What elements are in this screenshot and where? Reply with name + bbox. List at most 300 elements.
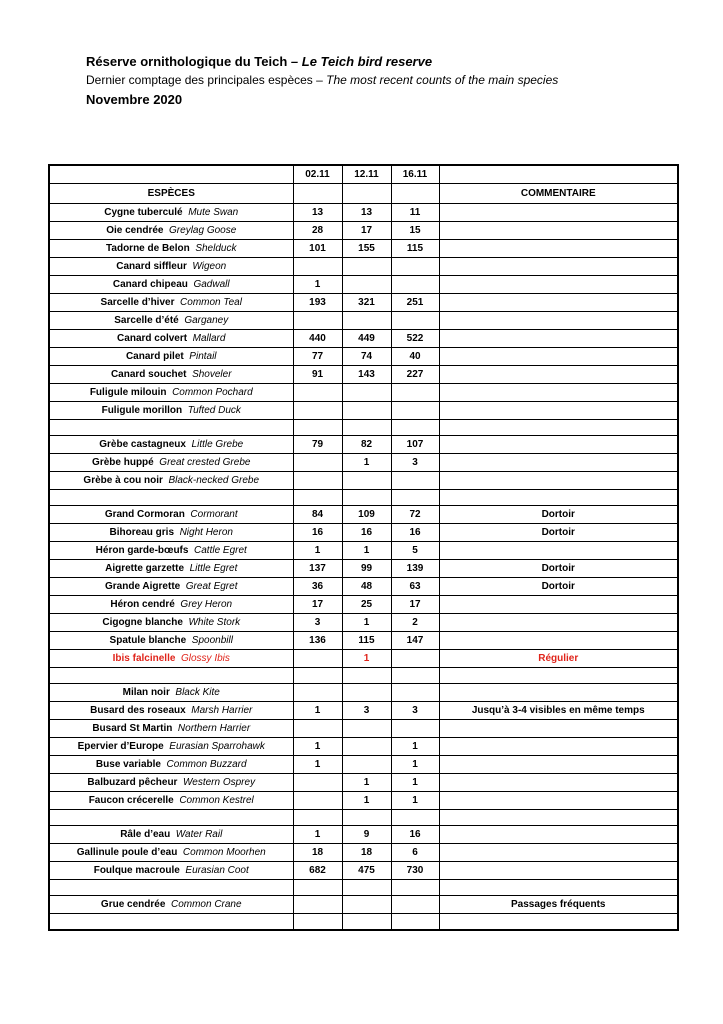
count-cell xyxy=(342,472,391,490)
species-name-french: Aigrette garzette xyxy=(105,563,185,574)
species-name-french: Foulque macroule xyxy=(93,865,180,876)
count-cell: 107 xyxy=(391,436,439,454)
count-cell: 1 xyxy=(391,774,439,792)
count-cell: 475 xyxy=(342,862,391,880)
species-name-english: Wigeon xyxy=(192,261,227,272)
species-name-english: Western Osprey xyxy=(183,777,256,788)
species-row xyxy=(49,366,678,384)
comment-cell xyxy=(439,366,678,384)
header-empty-cell xyxy=(49,165,293,184)
empty-cell xyxy=(342,490,391,506)
species-cell xyxy=(49,506,293,524)
blank-row xyxy=(49,880,678,896)
count-cell xyxy=(391,684,439,702)
count-cell: 3 xyxy=(342,702,391,720)
species-row xyxy=(49,276,678,294)
species-row xyxy=(49,756,678,774)
species-row xyxy=(49,258,678,276)
species-name-french: Grand Cormoran xyxy=(104,509,185,520)
species-column-header: ESPÈCES xyxy=(49,184,293,204)
count-cell: 1 xyxy=(342,774,391,792)
comment-cell: Régulier xyxy=(439,650,678,668)
species-row xyxy=(49,294,678,312)
species-name-french: Buse variable xyxy=(95,759,161,770)
species-name-french: Ibis falcinelle xyxy=(112,653,176,664)
species-cell xyxy=(49,276,293,294)
species-name-english: Common Kestrel xyxy=(179,795,254,806)
species-row xyxy=(49,578,678,596)
count-cell: 1 xyxy=(342,542,391,560)
species-cell xyxy=(49,684,293,702)
empty-cell xyxy=(49,490,293,506)
count-cell xyxy=(342,756,391,774)
species-name-english: Common Buzzard xyxy=(166,759,247,770)
count-cell: 6 xyxy=(391,844,439,862)
count-cell: 84 xyxy=(293,506,342,524)
comment-cell xyxy=(439,792,678,810)
species-name-english: Tufted Duck xyxy=(187,405,241,416)
count-cell: 1 xyxy=(293,702,342,720)
empty-cell xyxy=(293,914,342,931)
species-cell xyxy=(49,454,293,472)
document-header xyxy=(86,52,606,109)
empty-cell xyxy=(439,490,678,506)
species-name-french: Fuligule morillon xyxy=(101,405,183,416)
species-cell xyxy=(49,650,293,668)
count-cell: 730 xyxy=(391,862,439,880)
species-name-french: Héron garde-bœufs xyxy=(95,545,189,556)
comment-cell xyxy=(439,472,678,490)
species-row xyxy=(49,384,678,402)
count-cell xyxy=(293,258,342,276)
count-cell xyxy=(293,312,342,330)
header-empty-cell xyxy=(342,184,391,204)
count-cell: 109 xyxy=(342,506,391,524)
empty-cell xyxy=(391,668,439,684)
empty-cell xyxy=(49,914,293,931)
empty-cell xyxy=(391,420,439,436)
species-cell xyxy=(49,774,293,792)
species-name-english: Common Teal xyxy=(180,297,242,308)
comment-cell xyxy=(439,222,678,240)
species-name-french: Faucon crécerelle xyxy=(88,795,174,806)
count-cell: 36 xyxy=(293,578,342,596)
species-row xyxy=(49,844,678,862)
count-cell xyxy=(391,276,439,294)
empty-cell xyxy=(342,880,391,896)
species-name-english: Great Egret xyxy=(185,581,238,592)
count-cell: 1 xyxy=(293,738,342,756)
empty-cell xyxy=(342,668,391,684)
comment-cell xyxy=(439,614,678,632)
species-name-french: Busard St Martin xyxy=(92,723,173,734)
comment-cell xyxy=(439,276,678,294)
empty-cell xyxy=(439,810,678,826)
species-name-french: Grèbe huppé xyxy=(92,457,154,468)
species-name-french: Oie cendrée xyxy=(106,225,164,236)
count-cell xyxy=(391,384,439,402)
species-name-french: Spatule blanche xyxy=(109,635,187,646)
comment-cell: Dortoir xyxy=(439,578,678,596)
empty-cell xyxy=(293,420,342,436)
header-empty-cell xyxy=(293,184,342,204)
species-cell xyxy=(49,614,293,632)
count-cell: 1 xyxy=(342,792,391,810)
count-cell xyxy=(391,472,439,490)
empty-cell xyxy=(342,914,391,931)
species-row xyxy=(49,774,678,792)
comment-cell: Passages fréquents xyxy=(439,896,678,914)
comment-cell xyxy=(439,632,678,650)
count-cell: 16 xyxy=(391,524,439,542)
count-cell: 99 xyxy=(342,560,391,578)
count-cell: 1 xyxy=(293,542,342,560)
species-cell xyxy=(49,348,293,366)
species-name-english: Eurasian Sparrohawk xyxy=(169,741,265,752)
species-name-english: Glossy Ibis xyxy=(180,653,230,664)
count-cell: 2 xyxy=(391,614,439,632)
species-name-french: Canard colvert xyxy=(117,333,188,344)
date-header: 16.11 xyxy=(391,165,439,184)
count-cell xyxy=(342,312,391,330)
document-title xyxy=(86,52,606,71)
empty-cell xyxy=(49,880,293,896)
species-name-french: Busard des roseaux xyxy=(90,705,186,716)
count-cell: 3 xyxy=(391,454,439,472)
empty-cell xyxy=(293,810,342,826)
count-cell: 11 xyxy=(391,204,439,222)
document-period: Novembre 2020 xyxy=(86,92,183,107)
count-cell: 1 xyxy=(391,738,439,756)
count-cell xyxy=(342,896,391,914)
species-cell xyxy=(49,756,293,774)
count-cell: 77 xyxy=(293,348,342,366)
species-row xyxy=(49,862,678,880)
species-row xyxy=(49,720,678,738)
count-cell xyxy=(293,650,342,668)
comment-cell xyxy=(439,596,678,614)
count-cell xyxy=(391,720,439,738)
blank-row xyxy=(49,668,678,684)
comment-cell xyxy=(439,258,678,276)
species-name-french: Héron cendré xyxy=(110,599,175,610)
header-empty-cell xyxy=(439,165,678,184)
empty-cell xyxy=(49,420,293,436)
comment-cell xyxy=(439,240,678,258)
comment-cell: Dortoir xyxy=(439,524,678,542)
comment-cell xyxy=(439,738,678,756)
species-row xyxy=(49,702,678,720)
species-cell xyxy=(49,596,293,614)
species-cell xyxy=(49,472,293,490)
species-cell xyxy=(49,542,293,560)
species-row xyxy=(49,896,678,914)
species-row xyxy=(49,524,678,542)
count-cell: 13 xyxy=(293,204,342,222)
count-cell: 137 xyxy=(293,560,342,578)
title-english: Le Teich bird reserve xyxy=(301,54,433,69)
species-name-english: Cattle Egret xyxy=(194,545,247,556)
count-cell xyxy=(391,650,439,668)
empty-cell xyxy=(293,880,342,896)
count-cell: 48 xyxy=(342,578,391,596)
species-cell xyxy=(49,524,293,542)
species-cell xyxy=(49,738,293,756)
count-cell xyxy=(391,402,439,420)
species-name-french: Grue cendrée xyxy=(100,899,166,910)
species-name-english: Night Heron xyxy=(179,527,233,538)
comment-cell xyxy=(439,348,678,366)
count-cell: 79 xyxy=(293,436,342,454)
species-cell xyxy=(49,792,293,810)
title-separator: – xyxy=(287,54,302,69)
empty-cell xyxy=(439,668,678,684)
count-cell: 15 xyxy=(391,222,439,240)
count-cell: 136 xyxy=(293,632,342,650)
species-name-french: Canard siffleur xyxy=(116,261,187,272)
comment-cell xyxy=(439,756,678,774)
comment-cell: Dortoir xyxy=(439,506,678,524)
count-cell: 3 xyxy=(293,614,342,632)
count-cell xyxy=(293,684,342,702)
species-row xyxy=(49,614,678,632)
count-cell xyxy=(342,258,391,276)
species-row xyxy=(49,240,678,258)
count-cell: 16 xyxy=(391,826,439,844)
comment-cell xyxy=(439,454,678,472)
species-name-french: Râle d’eau xyxy=(120,829,171,840)
count-cell: 16 xyxy=(293,524,342,542)
comment-cell xyxy=(439,826,678,844)
count-cell xyxy=(342,402,391,420)
count-cell xyxy=(391,312,439,330)
count-cell: 449 xyxy=(342,330,391,348)
species-cell xyxy=(49,862,293,880)
species-cell xyxy=(49,258,293,276)
empty-cell xyxy=(49,668,293,684)
species-cell xyxy=(49,436,293,454)
species-row xyxy=(49,454,678,472)
species-row xyxy=(49,506,678,524)
species-name-french: Bihoreau gris xyxy=(109,527,175,538)
comment-cell xyxy=(439,294,678,312)
count-cell: 1 xyxy=(342,454,391,472)
count-cell xyxy=(293,896,342,914)
species-cell xyxy=(49,826,293,844)
count-cell: 1 xyxy=(342,650,391,668)
species-name-english: Spoonbill xyxy=(191,635,233,646)
count-cell xyxy=(293,774,342,792)
count-cell xyxy=(293,472,342,490)
count-cell: 1 xyxy=(391,756,439,774)
count-cell: 1 xyxy=(342,614,391,632)
table-header-labels xyxy=(49,184,678,204)
species-name-english: Water Rail xyxy=(175,829,223,840)
count-cell: 28 xyxy=(293,222,342,240)
count-cell: 82 xyxy=(342,436,391,454)
count-cell: 115 xyxy=(391,240,439,258)
species-cell xyxy=(49,240,293,258)
species-row xyxy=(49,402,678,420)
count-cell xyxy=(342,720,391,738)
species-name-english: Gadwall xyxy=(193,279,230,290)
comment-cell xyxy=(439,720,678,738)
comment-cell xyxy=(439,862,678,880)
species-row xyxy=(49,330,678,348)
species-row xyxy=(49,204,678,222)
empty-cell xyxy=(391,490,439,506)
species-cell xyxy=(49,702,293,720)
species-cell xyxy=(49,896,293,914)
empty-cell xyxy=(293,668,342,684)
species-cell xyxy=(49,402,293,420)
species-name-english: Common Moorhen xyxy=(182,847,266,858)
empty-cell xyxy=(391,914,439,931)
species-row xyxy=(49,684,678,702)
count-cell: 18 xyxy=(293,844,342,862)
species-name-french: Cigogne blanche xyxy=(102,617,183,628)
date-header: 02.11 xyxy=(293,165,342,184)
species-name-english: Black-necked Grebe xyxy=(168,475,260,486)
species-name-english: Shelduck xyxy=(195,243,237,254)
count-cell: 251 xyxy=(391,294,439,312)
species-name-french: Gallinule poule d’eau xyxy=(76,847,178,858)
species-row xyxy=(49,560,678,578)
species-cell xyxy=(49,844,293,862)
count-cell: 155 xyxy=(342,240,391,258)
empty-cell xyxy=(342,420,391,436)
species-name-english: Shoveler xyxy=(192,369,232,380)
species-cell xyxy=(49,720,293,738)
species-cell xyxy=(49,632,293,650)
table-header-dates xyxy=(49,165,678,184)
count-cell xyxy=(342,684,391,702)
species-row xyxy=(49,826,678,844)
comment-cell xyxy=(439,402,678,420)
species-name-english: Garganey xyxy=(184,315,229,326)
species-name-english: White Stork xyxy=(188,617,241,628)
empty-cell xyxy=(49,810,293,826)
species-name-french: Sarcelle d’hiver xyxy=(100,297,175,308)
count-cell: 143 xyxy=(342,366,391,384)
count-cell: 1 xyxy=(293,756,342,774)
comment-cell xyxy=(439,384,678,402)
blank-row xyxy=(49,490,678,506)
species-row xyxy=(49,472,678,490)
count-cell: 74 xyxy=(342,348,391,366)
count-cell: 3 xyxy=(391,702,439,720)
document-subtitle xyxy=(86,71,606,89)
count-cell xyxy=(293,792,342,810)
species-cell xyxy=(49,204,293,222)
species-name-french: Grande Aigrette xyxy=(105,581,181,592)
species-cell xyxy=(49,294,293,312)
comment-cell xyxy=(439,684,678,702)
species-row xyxy=(49,792,678,810)
empty-cell xyxy=(391,810,439,826)
species-name-english: Mallard xyxy=(192,333,226,344)
count-cell: 18 xyxy=(342,844,391,862)
comment-cell: Dortoir xyxy=(439,560,678,578)
species-name-english: Great crested Grebe xyxy=(159,457,251,468)
count-cell xyxy=(342,276,391,294)
count-cell: 115 xyxy=(342,632,391,650)
species-cell xyxy=(49,384,293,402)
species-name-french: Fuligule milouin xyxy=(89,387,167,398)
empty-cell xyxy=(439,420,678,436)
blank-row xyxy=(49,914,678,931)
species-cell xyxy=(49,366,293,384)
count-cell: 9 xyxy=(342,826,391,844)
count-cell xyxy=(293,454,342,472)
comment-cell xyxy=(439,436,678,454)
count-cell: 440 xyxy=(293,330,342,348)
species-cell xyxy=(49,312,293,330)
species-name-french: Milan noir xyxy=(122,687,170,698)
comment-cell: Jusqu’à 3-4 visibles en même temps xyxy=(439,702,678,720)
species-name-english: Northern Harrier xyxy=(177,723,251,734)
count-cell: 682 xyxy=(293,862,342,880)
count-cell: 321 xyxy=(342,294,391,312)
blank-row xyxy=(49,420,678,436)
species-name-english: Black Kite xyxy=(175,687,220,698)
empty-cell xyxy=(342,810,391,826)
count-cell: 1 xyxy=(293,826,342,844)
species-name-french: Balbuzard pêcheur xyxy=(87,777,178,788)
header-empty-cell xyxy=(391,184,439,204)
count-cell xyxy=(293,720,342,738)
count-cell xyxy=(342,738,391,756)
count-cell: 1 xyxy=(391,792,439,810)
empty-cell xyxy=(391,880,439,896)
count-cell: 5 xyxy=(391,542,439,560)
species-name-english: Marsh Harrier xyxy=(191,705,253,716)
bird-counts-table xyxy=(48,164,679,931)
species-name-english: Common Crane xyxy=(170,899,242,910)
count-cell: 91 xyxy=(293,366,342,384)
species-name-english: Pintail xyxy=(189,351,217,362)
species-name-english: Eurasian Coot xyxy=(185,865,249,876)
comment-cell xyxy=(439,542,678,560)
species-name-english: Little Egret xyxy=(189,563,238,574)
count-cell: 17 xyxy=(293,596,342,614)
species-name-french: Canard pilet xyxy=(125,351,184,362)
comment-cell xyxy=(439,330,678,348)
species-name-english: Mute Swan xyxy=(188,207,239,218)
empty-cell xyxy=(293,490,342,506)
species-row xyxy=(49,596,678,614)
species-row xyxy=(49,436,678,454)
count-cell: 72 xyxy=(391,506,439,524)
species-name-french: Epervier d’Europe xyxy=(77,741,164,752)
count-cell: 1 xyxy=(293,276,342,294)
count-cell xyxy=(293,384,342,402)
count-cell: 17 xyxy=(342,222,391,240)
count-cell xyxy=(342,384,391,402)
count-cell: 25 xyxy=(342,596,391,614)
species-row xyxy=(49,738,678,756)
count-cell xyxy=(293,402,342,420)
count-cell: 40 xyxy=(391,348,439,366)
comment-column-header: COMMENTAIRE xyxy=(439,184,678,204)
species-row xyxy=(49,222,678,240)
comment-cell xyxy=(439,844,678,862)
species-name-english: Grey Heron xyxy=(180,599,233,610)
species-name-french: Canard chipeau xyxy=(112,279,188,290)
count-cell xyxy=(391,258,439,276)
empty-cell xyxy=(439,914,678,931)
count-cell: 227 xyxy=(391,366,439,384)
